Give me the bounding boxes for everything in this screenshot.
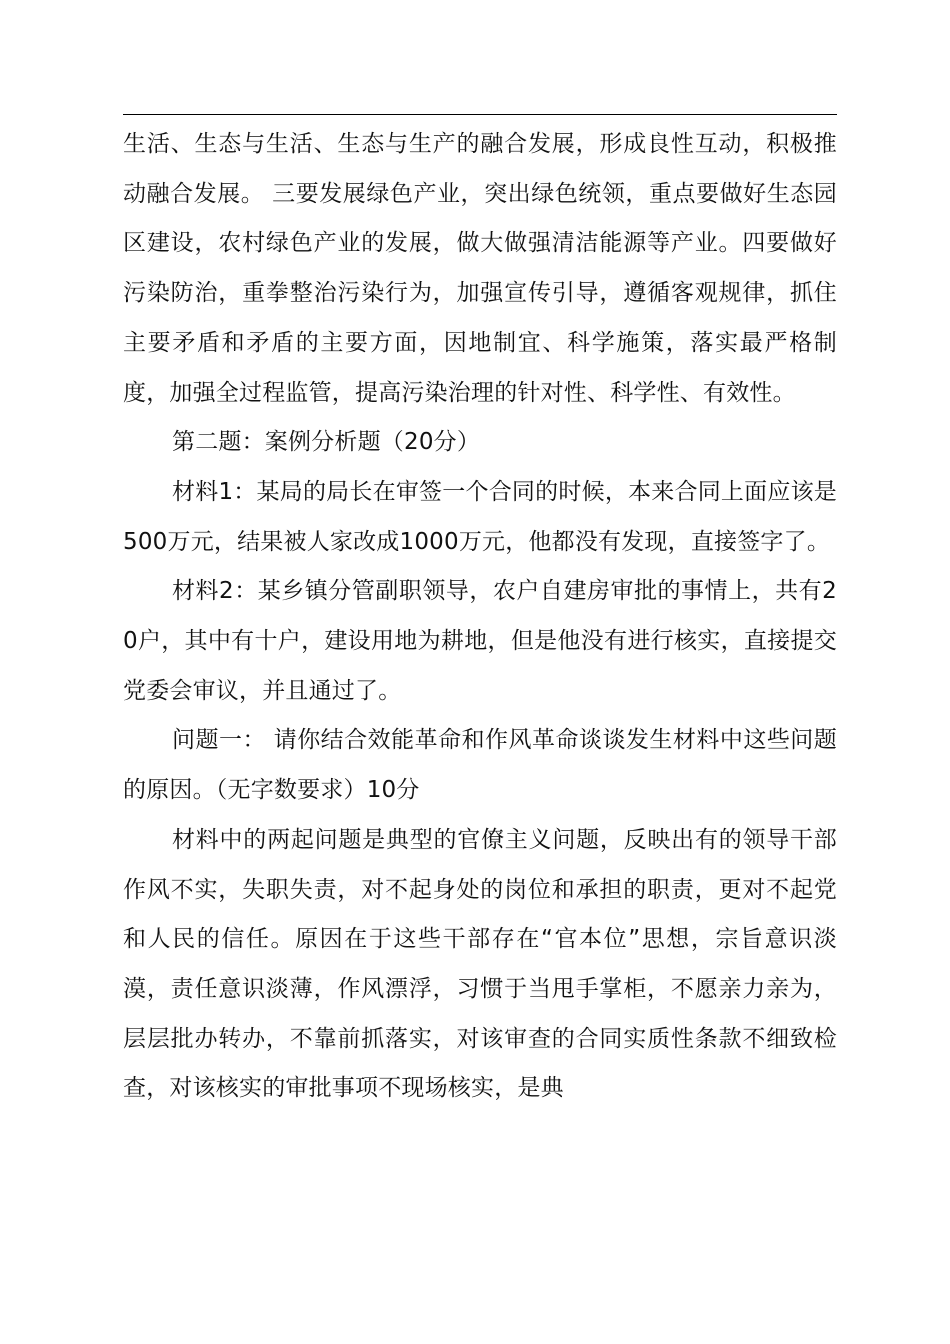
- header-rule: [123, 114, 837, 115]
- section-heading-question-two: 第二题：案例分析题（20分）: [172, 429, 481, 456]
- paragraph-answer: 材料中的两起问题是典型的官僚主义问题，反映出有的领导干部作风不实，失职失责，对不起身处的岗位和承担的职责，更对不起党和人民的信任。原因在于这些干部存在“官本位”思想，宗旨意识淡漠，责任意识淡薄，作风漂浮，习惯于当甩手掌柜，不愿亲力亲为，层层批办转办，不靠前抓落实，对该审查的合同实质性条款不细致检查，对该核实的审批事项不现场核实，是典: [123, 826, 837, 1102]
- paragraph-continuation: 生活、生态与生活、生态与生产的融合发展，形成良性互动，积极推动融合发展。 三要发展绿色产业，突出绿色统领，重点要做好生态园区建设，农村绿色产业的发展，做大做强清洁能源等产业。四要做好污染防治，重拳整治污染行为，加强宣传引导，遵循客观规律，抓住主要矛盾和矛盾的主要方面，因地制宜、科学施策，落实最严格制度，加强全过程监管，提高污染治理的针对性、科学性、有效性。: [123, 131, 837, 406]
- document-body: [123, 120, 837, 1114]
- paragraph-question-one: 问题一： 请你结合效能革命和作风革命谈谈发生材料中这些问题的原因。（无字数要求）10分: [123, 727, 837, 804]
- paragraph-material-1: 材料1：某局的局长在审签一个合同的时候，本来合同上面应该是500万元，结果被人家改成1000万元，他都没有发现，直接签字了。: [123, 478, 837, 555]
- paragraph-material-2: 材料2：某乡镇分管副职领导，农户自建房审批的事情上，共有20户，其中有十户，建设用地为耕地，但是他没有进行核实，直接提交党委会审议，并且通过了。: [123, 578, 837, 704]
